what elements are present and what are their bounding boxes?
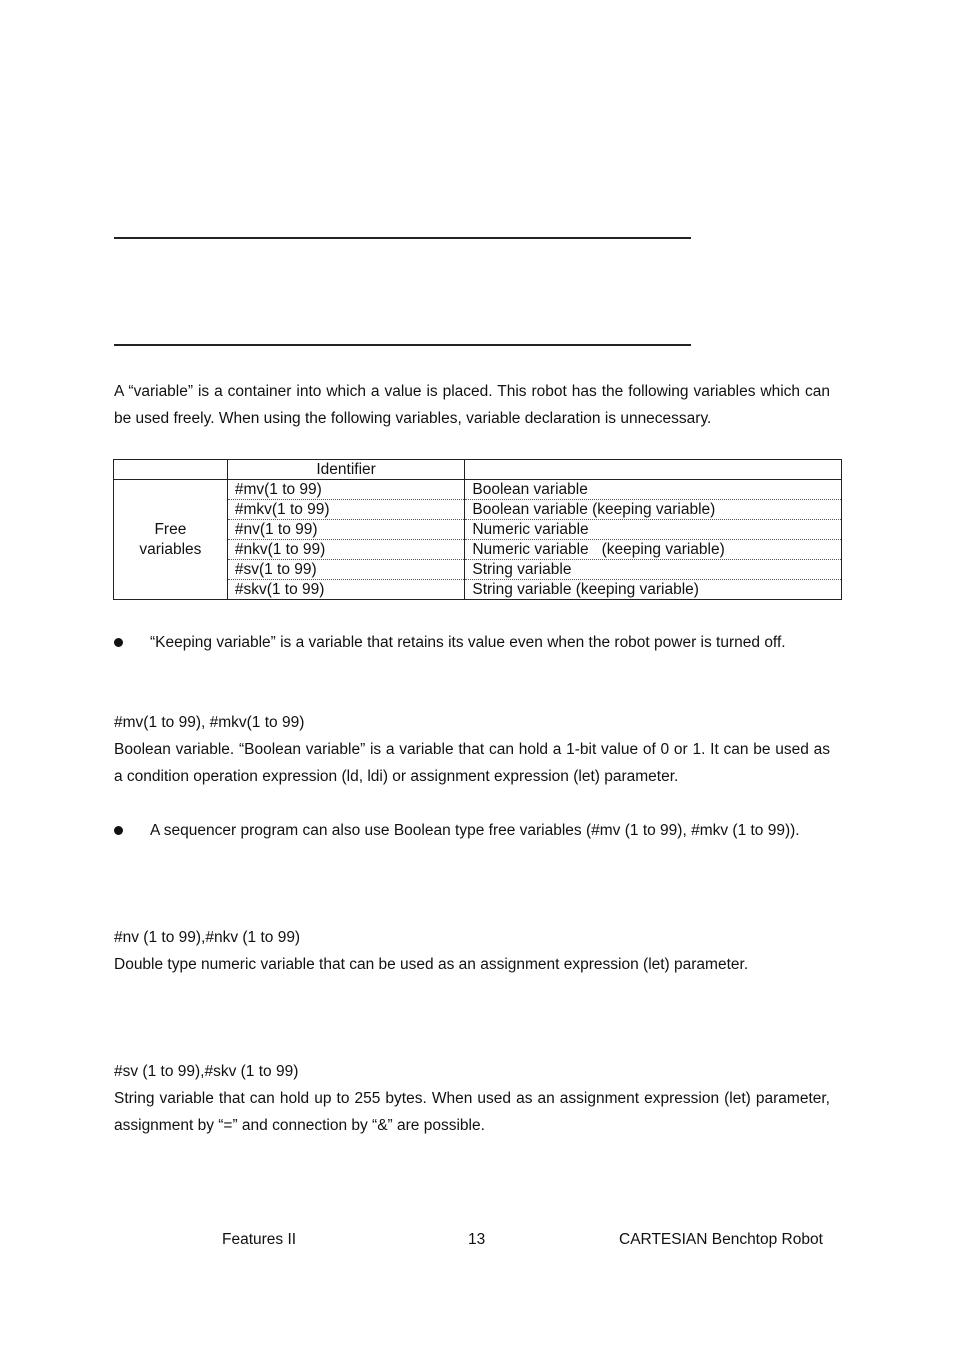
footer-right: CARTESIAN Benchtop Robot	[619, 1231, 823, 1248]
top-rule	[114, 237, 691, 239]
description-cell: Numeric variable (keeping variable)	[465, 540, 842, 560]
keeping-variable-note-text: “Keeping variable” is a variable that retains its value even when the robot power is turned off.	[150, 634, 786, 651]
string-body: String variable that can hold up to 255 bytes. When used as an assignment expression (let) parameter, assignment by “=” and connection by “&” are possible.	[114, 1090, 830, 1134]
table-header-row	[114, 460, 842, 480]
category-cell	[114, 480, 228, 600]
bullet-icon	[114, 638, 123, 647]
header-cell-category	[114, 460, 228, 480]
intro-paragraph: A “variable” is a container into which a value is placed. This robot has the following variables which can be used freely. When using the following variables, variable declaration is unnecessary.	[114, 383, 830, 427]
category-line-2: variables	[139, 540, 202, 558]
description-cell: String variable (keeping variable)	[465, 580, 842, 600]
identifier-cell: #mkv(1 to 99)	[227, 500, 465, 520]
footer-left: Features II	[222, 1231, 297, 1248]
category-line-1: Free	[154, 520, 187, 538]
boolean-body: Boolean variable. “Boolean variable” is a variable that can hold a 1-bit value of 0 or 1. It can be used as a condition operation expression (ld, ldi) or assignment expression (let) parameter.	[114, 741, 830, 785]
bottom-rule	[114, 344, 691, 346]
string-heading: #sv (1 to 99),#skv (1 to 99)	[114, 1063, 299, 1080]
identifier-cell: #nv(1 to 99)	[227, 520, 465, 540]
identifier-cell: #sv(1 to 99)	[227, 560, 465, 580]
identifier-cell: #mv(1 to 99)	[227, 480, 465, 500]
bullet-icon	[114, 826, 123, 835]
sequencer-note-text: A sequencer program can also use Boolean type free variables (#mv (1 to 99), #mkv (1 to 99)).	[150, 822, 800, 839]
numeric-body: Double type numeric variable that can be used as an assignment expression (let) parameter.	[114, 956, 749, 973]
description-cell: String variable	[465, 560, 842, 580]
identifier-cell: #skv(1 to 99)	[227, 580, 465, 600]
header-cell-identifier: Identifier	[227, 460, 465, 480]
identifier-cell: #nkv(1 to 99)	[227, 540, 465, 560]
description-cell: Boolean variable (keeping variable)	[465, 500, 842, 520]
description-cell: Boolean variable	[465, 480, 842, 500]
numeric-heading: #nv (1 to 99),#nkv (1 to 99)	[114, 929, 301, 946]
table-row	[114, 480, 842, 500]
description-cell: Numeric variable	[465, 520, 842, 540]
footer-page-number: 13	[468, 1231, 486, 1248]
header-cell-description	[465, 460, 842, 480]
boolean-heading: #mv(1 to 99), #mkv(1 to 99)	[114, 714, 305, 731]
free-variables-table	[113, 459, 842, 600]
